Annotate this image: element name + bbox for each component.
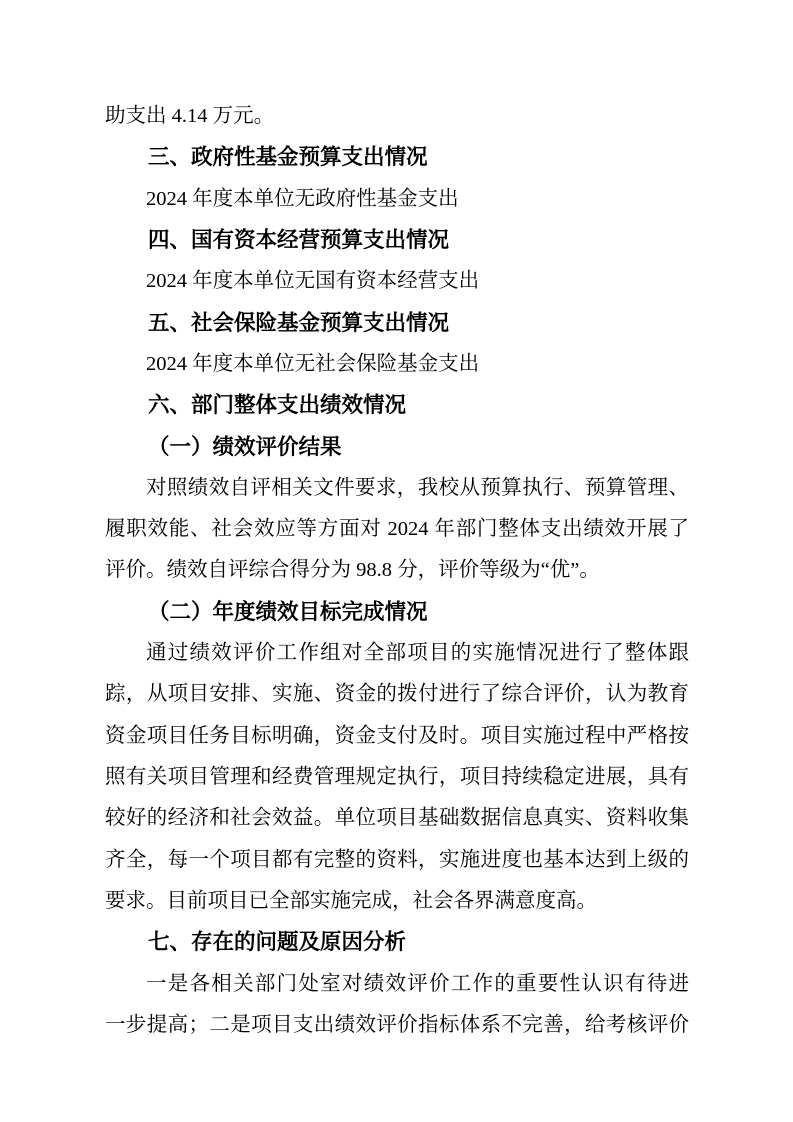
- text-line: 2024 年度本单位无政府性基金支出: [146, 187, 459, 210]
- section-heading: 五、社会保险基金预算支出情况: [148, 310, 450, 335]
- text-line: 齐全，每一个项目都有完整的资料，实施进度也基本达到上级的: [105, 848, 689, 871]
- text-line: 2024 年度本单位无社会保险基金支出: [146, 352, 480, 375]
- section-heading: （一）绩效评价结果: [148, 434, 342, 459]
- text-line: 助支出 4.14 万元。: [105, 105, 275, 127]
- text-line: 2024 年度本单位无国有资本经营支出: [146, 270, 480, 293]
- section-heading: 七、存在的问题及原因分析: [148, 930, 407, 955]
- text-line: 通过绩效评价工作组对全部项目的实施情况进行了整体跟: [146, 642, 689, 665]
- section-heading: 六、部门整体支出绩效情况: [148, 393, 407, 418]
- text-line: 踪，从项目安排、实施、资金的拨付进行了综合评价，认为教育: [105, 683, 689, 706]
- text-line: 较好的经济和社会效益。单位项目基础数据信息真实、资料收集: [105, 807, 689, 830]
- section-heading: 四、国有资本经营预算支出情况: [148, 227, 450, 252]
- text-line: 要求。目前项目已全部实施完成，社会各界满意度高。: [105, 889, 597, 912]
- text-line: 照有关项目管理和经费管理规定执行，项目持续稳定进展，具有: [105, 766, 689, 788]
- text-line: 一步提高；二是项目支出绩效评价指标体系不完善，给考核评价: [105, 1013, 689, 1036]
- document-text-column: [105, 96, 689, 1046]
- text-line: 资金项目任务目标明确，资金支付及时。项目实施过程中严格按: [105, 724, 689, 747]
- section-heading: （二）年度绩效目标完成情况: [148, 599, 428, 624]
- text-line: 评价。绩效自评综合得分为 98.8 分，评价等级为“优”。: [105, 559, 600, 582]
- text-line: 对照绩效自评相关文件要求，我校从预算执行、预算管理、: [146, 476, 689, 499]
- text-line: 履职效能、社会效应等方面对 2024 年部门整体支出绩效开展了: [105, 518, 689, 541]
- section-heading: 三、政府性基金预算支出情况: [148, 145, 428, 170]
- text-line: 一是各相关部门处室对绩效评价工作的重要性认识有待进: [146, 972, 689, 995]
